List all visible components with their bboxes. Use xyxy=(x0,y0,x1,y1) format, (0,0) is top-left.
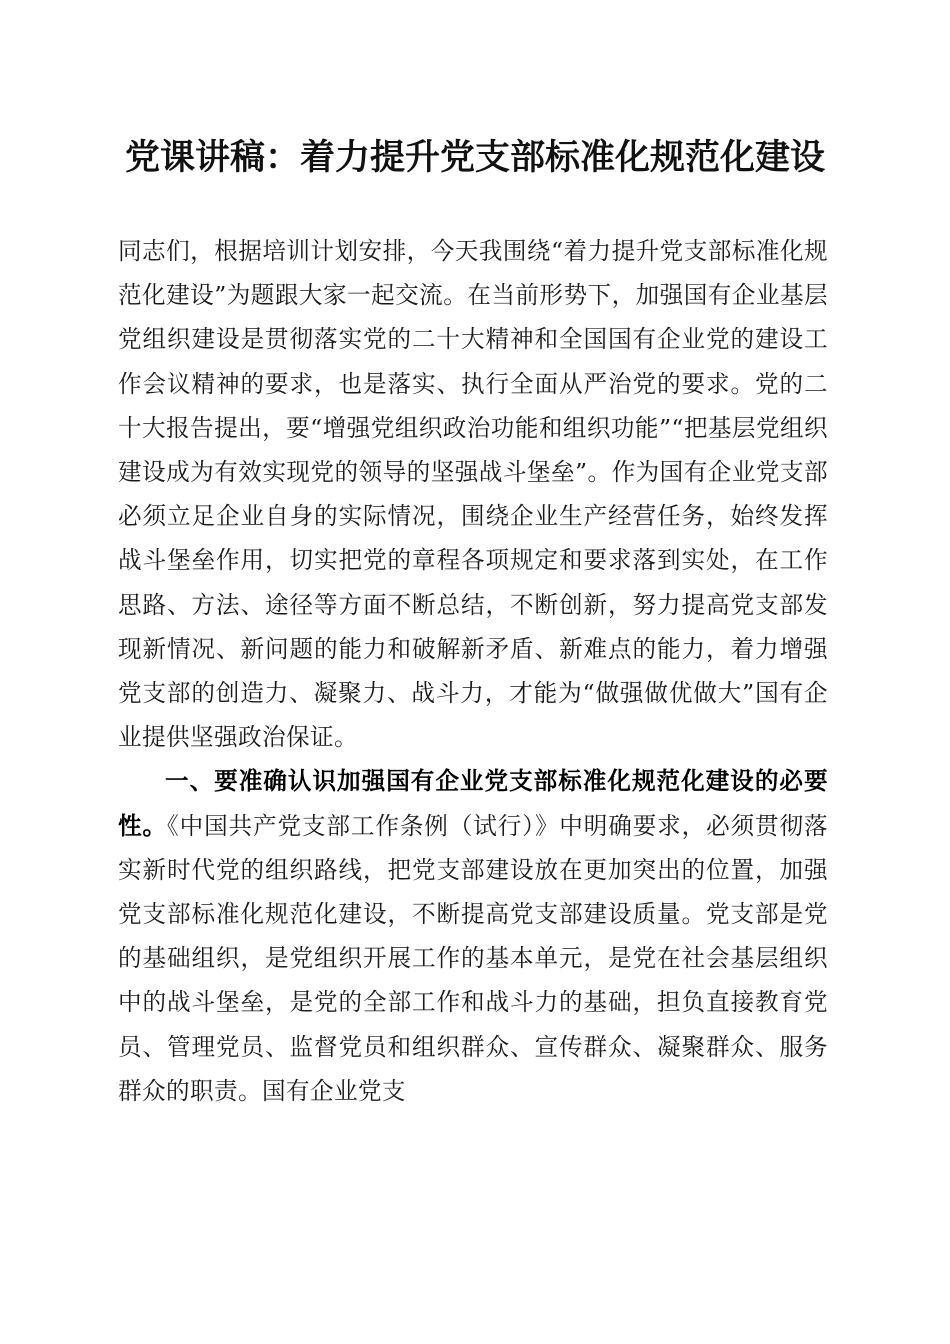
document-title: 党课讲稿：着力提升党支部标准化规范化建设 xyxy=(124,137,825,178)
intro-paragraph: 同志们，根据培训计划安排，今天我围绕“着力提升党支部标准化规范化建设”为题跟大家一起交流。在当前形势下，加强国有企业基层党组织建设是贯彻落实党的二十大精神和全国国有企业党的建设工作会议精神的要求，也是落实、执行全面从严治党的要求。党的二十大报告提出，要“增强党组织政治功能和组织功能”“把基层党组织建设成为有效实现党的领导的坚强战斗堡垒”。作为国有企业党支部必须立足企业自身的实际情况，围绕企业生产经营任务，始终发挥战斗堡垒作用，切实把党的章程各项规定和要求落到实处，在工作思路、方法、途径等方面不断总结，不断创新，努力提高党支部发现新情况、新问题的能力和破解新矛盾、新难点的能力，着力增强党支部的创造力、凝聚力、战斗力，才能为“做强做优做大”国有企业提供坚强政治保证。 xyxy=(118,237,828,752)
document-body xyxy=(118,229,828,1113)
section-one-text: 《中国共产党支部工作条例（试行）》中明确要求，必须贯彻落实新时代党的组织路线，把党支部建设放在更加突出的位置，加强党支部标准化规范化建设，不断提高党支部建设质量。党支部是党的基础组织，是党组织开展工作的基本单元，是党在社会基层组织中的战斗堡垒，是党的全部工作和战斗力的基础，担负直接教育党员、管理党员、监督党员和组织群众、宣传群众、凝聚群众、服务群众的职责。国有企业党支 xyxy=(118,811,828,1105)
section-one-paragraph xyxy=(118,759,828,1113)
section-one-heading: 一、要准确认识加强国有企业党支部标准化规范化建设的必要性。 xyxy=(118,767,828,840)
